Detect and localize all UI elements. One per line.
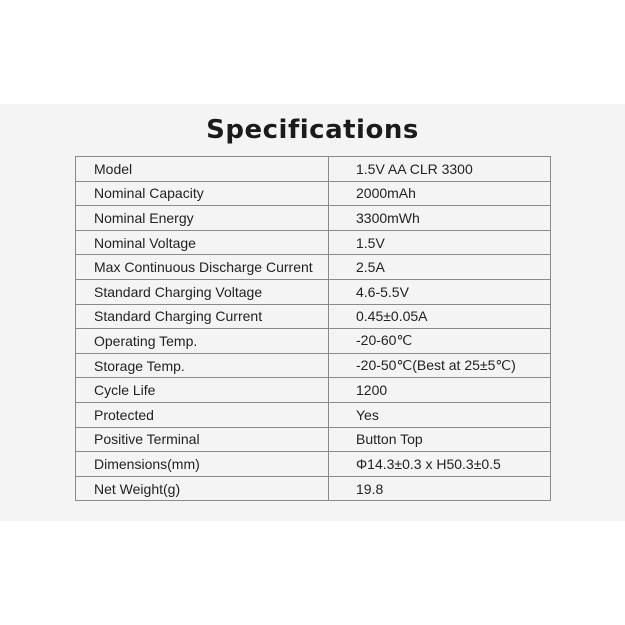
spec-label: Cycle Life bbox=[76, 378, 329, 403]
spec-label: Nominal Voltage bbox=[76, 230, 329, 255]
table-row bbox=[76, 402, 551, 427]
spec-value: 4.6-5.5V bbox=[329, 279, 551, 304]
spec-label: Standard Charging Current bbox=[76, 304, 329, 329]
spec-value: Button Top bbox=[329, 427, 551, 452]
spec-value: 2000mAh bbox=[329, 181, 551, 206]
table-row bbox=[76, 206, 551, 231]
table-row bbox=[76, 329, 551, 354]
table-row bbox=[76, 181, 551, 206]
spec-value: 2.5A bbox=[329, 255, 551, 280]
spec-label: Nominal Capacity bbox=[76, 181, 329, 206]
spec-label: Positive Terminal bbox=[76, 427, 329, 452]
table-row bbox=[76, 230, 551, 255]
table-row bbox=[76, 378, 551, 403]
spec-label: Storage Temp. bbox=[76, 353, 329, 378]
spec-label: Net Weight(g) bbox=[76, 476, 329, 501]
spec-value: Φ14.3±0.3 x H50.3±0.5 bbox=[329, 452, 551, 477]
page-title: Specifications bbox=[206, 115, 419, 145]
spec-value: 1.5V AA CLR 3300 bbox=[329, 157, 551, 182]
specifications-table-body bbox=[76, 157, 551, 501]
table-row bbox=[76, 304, 551, 329]
spec-value: 3300mWh bbox=[329, 206, 551, 231]
spec-value: -20-50℃(Best at 25±5℃) bbox=[329, 353, 551, 378]
table-row bbox=[76, 279, 551, 304]
table-row bbox=[76, 476, 551, 501]
spec-label: Operating Temp. bbox=[76, 329, 329, 354]
table-row bbox=[76, 157, 551, 182]
spec-value: Yes bbox=[329, 402, 551, 427]
table-row bbox=[76, 353, 551, 378]
specifications-table bbox=[75, 156, 551, 501]
spec-label: Nominal Energy bbox=[76, 206, 329, 231]
spec-value: -20-60℃ bbox=[329, 329, 551, 354]
spec-value: 19.8 bbox=[329, 476, 551, 501]
table-row bbox=[76, 452, 551, 477]
spec-label: Model bbox=[76, 157, 329, 182]
spec-label: Dimensions(mm) bbox=[76, 452, 329, 477]
spec-value: 1200 bbox=[329, 378, 551, 403]
spec-label: Max Continuous Discharge Current bbox=[76, 255, 329, 280]
spec-label: Standard Charging Voltage bbox=[76, 279, 329, 304]
table-row bbox=[76, 427, 551, 452]
table-row bbox=[76, 255, 551, 280]
spec-value: 1.5V bbox=[329, 230, 551, 255]
spec-value: 0.45±0.05A bbox=[329, 304, 551, 329]
spec-label: Protected bbox=[76, 402, 329, 427]
